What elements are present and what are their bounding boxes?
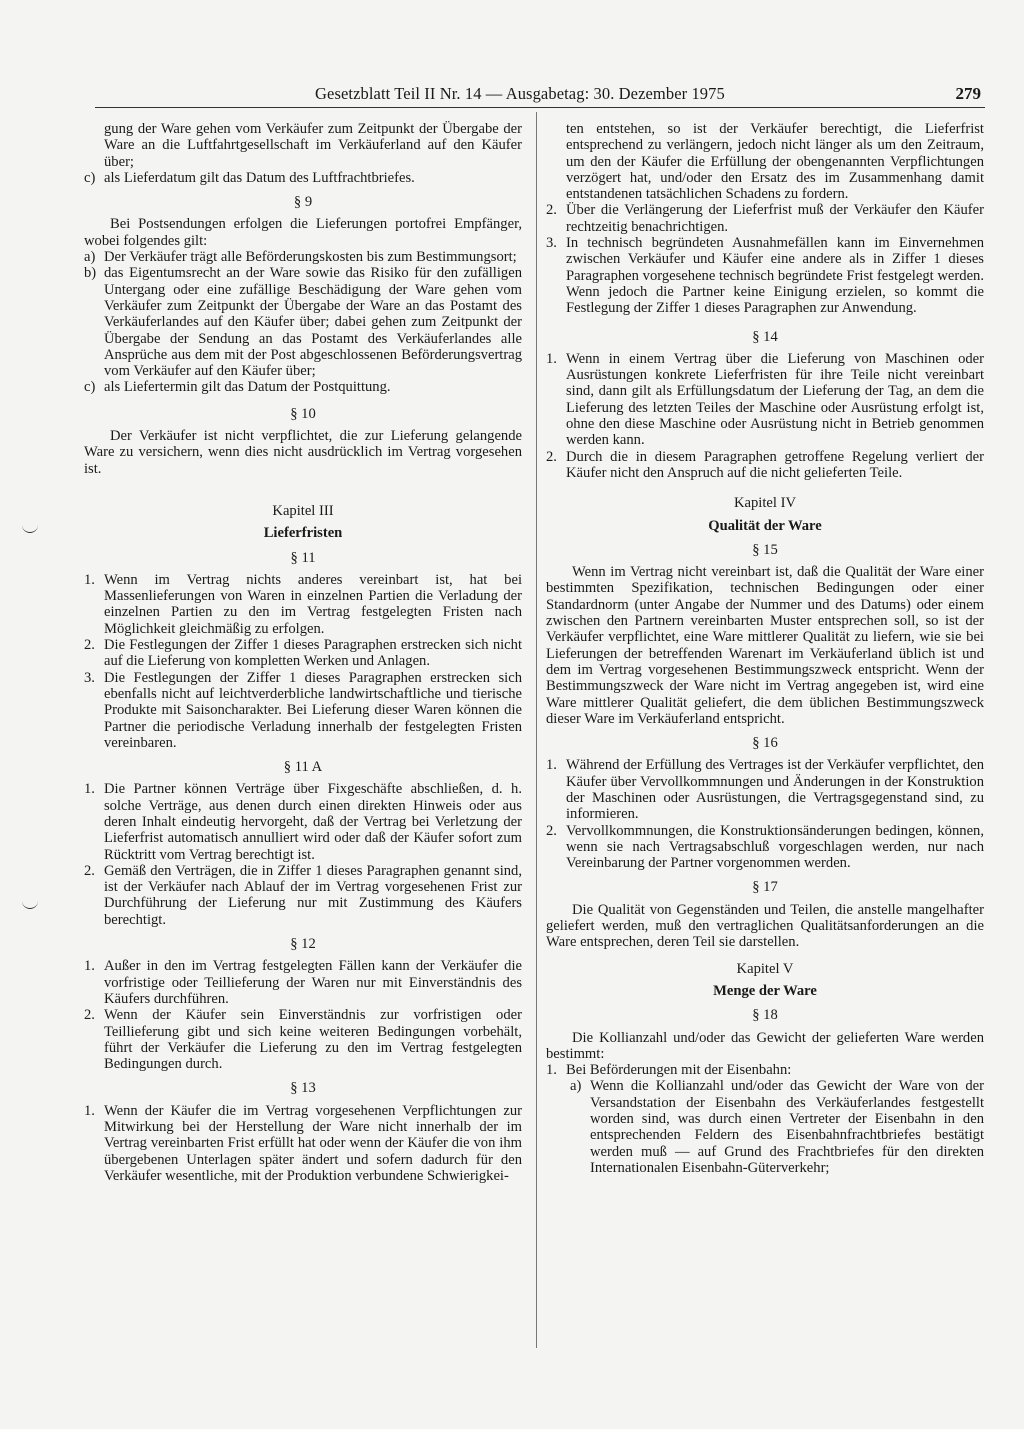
continued-text: ten entstehen, so ist der Verkäufer berechtigt, die Lieferfrist entsprechend zu verlängern, jedoch nicht länger als um den Zeitraum, um den der Käufer die Erfüllung der obengenannten Verpflichtungen verzögert hat, und/oder den Ersatz des im Zusammenhang damit entstandenen tatsächlichen Schadens zu fordern. <box>566 121 984 203</box>
list-item <box>84 379 522 395</box>
paragraph: Wenn im Vertrag nicht vereinbart ist, daß die Qualität der Ware einer bestimmten Spezifikation, technischen Bedingungen oder einer Standardnorm (unter Angabe der Nummer und des Datums) oder einem zwischen den Partnern vereinbarten Muster entsprechen soll, so ist der Verkäufer verpflichtet, eine Ware mittlerer Qualität zu liefern, wie sie bei Lieferungen der betreffenden Warenart im Verkäuferland üblich ist und dem im Vertrag vorgesehenen Bestimmungszweck entspricht. Wenn der Bestimmungszweck der Ware nicht im Vertrag angegeben ist, wird eine Ware mittlerer Qualität geliefert, die dem üblichen Bestimmungszweck dieser Ware im Verkäuferland entspricht. <box>546 564 984 727</box>
section-heading: § 14 <box>752 328 778 345</box>
right-column <box>546 121 984 1176</box>
paragraph: Bei Postsendungen erfolgen die Lieferungen portofrei Empfänger, wobei folgendes gilt: <box>84 216 522 249</box>
column-divider <box>536 112 537 1348</box>
section-heading: § 11 <box>290 549 316 566</box>
item-label: 2. <box>84 862 95 879</box>
item-label: 2. <box>84 1007 95 1024</box>
header-rule <box>95 107 985 108</box>
list-item <box>546 757 984 822</box>
list-item <box>546 1062 984 1078</box>
item-text: Während der Erfüllung des Vertrages ist der Verkäufer verpflichtet, den Käufer über Vervollkommnungen und Änderungen in der Konstruktion der Maschinen oder Ausrüstungen, die Vertragsgegenstand sind, zu informieren. <box>566 757 984 823</box>
item-text: Die Festlegungen der Ziffer 1 dieses Paragraphen erstrecken sich nicht auf die Lieferung von kompletten Werken und Anlagen. <box>104 637 522 670</box>
list-item <box>84 1007 522 1072</box>
item-label: 2. <box>84 637 95 654</box>
chapter-label: Kapitel III <box>272 502 334 519</box>
item-text: Außer in den im Vertrag festgelegten Fällen kann der Verkäufer die vorfristige oder Teillieferung der Waren nur mit Einverständnis des Käufers durchführen. <box>104 958 522 1007</box>
paragraph: Die Kollianzahl und/oder das Gewicht der gelieferten Ware werden bestimmt: <box>546 1029 984 1062</box>
item-text: In technisch begründeten Ausnahmefällen kann im Einvernehmen zwischen Verkäufer und Käufer eine andere als in Ziffer 1 dieses Paragraphen vorgesehene technisch begründete Frist festgelegt werden. Wenn jedoch die Partner keine Einigung erzielen, so kommt die Festlegung der Ziffer 1 dieses Paragraphen zur Anwendung. <box>566 235 984 317</box>
item-label: 2. <box>546 448 557 465</box>
item-label: c) <box>84 169 96 186</box>
item-label: c) <box>84 379 96 396</box>
item-text: Der Verkäufer trägt alle Beförderungskosten bis zum Bestimmungsort; <box>104 249 517 266</box>
list-item <box>84 249 522 265</box>
list-item <box>84 958 522 1007</box>
chapter-title: Qualität der Ware <box>708 517 822 534</box>
item-label: 1. <box>546 757 557 774</box>
item-label: 2. <box>546 822 557 839</box>
section-heading: § 9 <box>293 194 313 211</box>
item-label: b) <box>84 265 97 282</box>
item-label: 1. <box>84 958 95 975</box>
section-heading: § 17 <box>752 879 778 896</box>
section-heading: § 13 <box>290 1080 316 1097</box>
chapter-label: Kapitel IV <box>733 495 796 512</box>
item-text: Die Festlegungen der Ziffer 1 dieses Paragraphen erstrecken sich ebenfalls nicht auf leichtverderbliche landwirtschaftliche und tierische Produkte mit Saisoncharakter. Bei Lieferung dieser Waren können die Partner die periodische Verladung innerhalb der festgelegten Fristen vereinbaren. <box>104 669 522 751</box>
chapter-title: Lieferfristen <box>263 525 343 542</box>
header-title: Gesetzblatt Teil II Nr. 14 — Ausgabetag: 30. Dezember 1975 <box>315 84 725 103</box>
item-text: Bei Beförderungen mit der Eisenbahn: <box>566 1062 792 1079</box>
section-heading: § 15 <box>752 541 778 558</box>
list-item <box>84 1103 522 1184</box>
item-label: 1. <box>84 1102 95 1119</box>
sub-list-item <box>546 1078 984 1176</box>
list-item <box>84 170 522 186</box>
section-heading: § 12 <box>290 936 316 953</box>
section-heading: § 16 <box>752 735 778 752</box>
chapter-label: Kapitel V <box>736 960 794 977</box>
list-item <box>546 823 984 872</box>
section-heading: § 10 <box>290 405 316 422</box>
item-text: Wenn in einem Vertrag über die Lieferung von Maschinen oder Ausrüstungen konkrete Lieferfristen für ihre Teile nicht vereinbart sind, dann gilt als Erfüllungsdatum der Lieferung der Tag, an dem die Lieferung des letzten Teiles der Maschine oder Ausrüstung erfolgt ist, ohne den diese Maschine oder Ausrüstung nicht in Betrieb genommen werden kann. <box>566 350 984 449</box>
item-text: Wenn der Käufer die im Vertrag vorgesehenen Verpflichtungen zur Mitwirkung bei der Herstellung der Ware nicht innerhalb der im Vertrag vereinbarten Frist erfüllt hat oder wenn der Käufer die von ihm übergebenen Unterlagen später ändert und sofern dadurch für den Verkäufer wesentliche, mit der Produktion verbundene Schwierigkei- <box>104 1102 522 1184</box>
list-item <box>84 863 522 928</box>
item-label: a) <box>570 1078 582 1095</box>
list-item <box>84 265 522 379</box>
margin-mark <box>22 522 38 533</box>
item-label: 1. <box>84 781 95 798</box>
item-label: 1. <box>546 1062 557 1079</box>
list-item <box>546 449 984 482</box>
item-label: 3. <box>84 669 95 686</box>
chapter-title: Menge der Ware <box>713 982 817 999</box>
list-item <box>84 781 522 862</box>
item-label: 3. <box>546 235 557 252</box>
item-text: als Lieferdatum gilt das Datum des Luftfrachtbriefes. <box>104 169 415 186</box>
paragraph: Die Qualität von Gegenständen und Teilen, die anstelle mangelhafter geliefert werden, muß den vertraglichen Qualitätsanforderungen an die Ware entsprechen, deren Teil sie darstellen. <box>546 901 984 951</box>
item-text: Wenn die Kollianzahl und/oder das Gewicht der Ware von der Versandstation der Eisenbahn des Verkäuferlandes festgestellt worden sind, was durch einen Vertreter der Eisenbahn in den entsprechenden Feldern des Eisenbahnfrachtbriefes bestätigt werden muß — auf Grund des Frachtbriefes für den direkten Internationalen Eisenbahn-Güterverkehr; <box>590 1078 984 1176</box>
item-text: Die Partner können Verträge über Fixgeschäfte abschließen, d. h. solche Verträge, aus denen durch einen direkten Hinweis oder aus deren Inhalt eindeutig hervorgeht, daß der Vertrag bei Verletzung der Lieferfrist automatisch annulliert wird oder daß der Käufer sofort zum Rücktritt vom Vertrag berechtigt ist. <box>104 781 522 863</box>
item-text: Über die Verlängerung der Lieferfrist muß der Verkäufer den Käufer rechtzeitig benachrichtigen. <box>566 202 984 235</box>
item-text: Durch die in diesem Paragraphen getroffene Regelung verliert der Käufer nicht den Anspruch auf die nicht gelieferten Teile. <box>566 448 984 481</box>
section-heading: § 18 <box>752 1007 778 1024</box>
item-text: Vervollkommnungen, die Konstruktionsänderungen bedingen, können, wenn sie nach Vertragsabschluß vorgeschlagen werden, nur nach Vereinbarung der Partner vorgenommen werden. <box>566 822 984 872</box>
left-column <box>84 121 522 1184</box>
item-label: a) <box>84 249 96 266</box>
list-item <box>84 572 522 637</box>
page-number: 279 <box>955 84 981 103</box>
item-text: Wenn der Käufer sein Einverständnis zur vorfristigen oder Teillieferung gibt und sich keine weiteren Bedingungen vorbehält, führt der Verkäufer die Lieferung zu den im Vertrag festgelegten Bedingungen durch. <box>104 1007 522 1073</box>
item-label: 1. <box>546 350 557 367</box>
paragraph: Der Verkäufer ist nicht verpflichtet, die zur Lieferung gelangende Ware zu versichern, wenn dies nicht ausdrücklich im Vertrag vorgesehen ist. <box>84 428 522 477</box>
item-text: als Liefertermin gilt das Datum der Postquittung. <box>104 379 391 396</box>
item-text: Gemäß den Verträgen, die in Ziffer 1 dieses Paragraphen genannt sind, ist der Verkäufer nach Ablauf der im Vertrag vorgesehenen Frist zur Durchführung der Lieferung nur mit Zustimmung des Käufers berechtigt. <box>104 862 522 928</box>
section-heading: § 11 A <box>283 759 323 776</box>
continued-text: gung der Ware gehen vom Verkäufer zum Zeitpunkt der Übergabe der Ware an die Luftfahrtgesellschaft im Verkäuferland auf den Käufer über; <box>104 121 522 170</box>
item-text: das Eigentumsrecht an der Ware sowie das Risiko für den zufälligen Untergang oder eine zufällige Beschädigung der Ware gehen vom Verkäufer zum Zeitpunkt der Übergabe der Ware an das Postamt des Verkäuferlandes auf den Käufer über; dabei gehen zum Zeitpunkt der Übergabe der Sendung an das Postamt des Verkäuferlandes alle Ansprüche aus dem mit der Post abgeschlossenen Beförderungsvertrag vom Verkäufer auf den Käufer über; <box>104 265 522 380</box>
list-item <box>546 235 984 316</box>
margin-mark <box>22 898 38 909</box>
item-label: 2. <box>546 202 557 219</box>
item-text: Wenn im Vertrag nichts anderes vereinbart ist, hat bei Massenlieferungen von Waren in einzelnen Partien die Verladung der einzelnen Partien zu den im Vertrag festgelegten Fristen nach Möglichkeit gleichmäßig zu erfolgen. <box>104 571 522 637</box>
list-item <box>84 670 522 751</box>
list-item <box>546 202 984 235</box>
item-label: 1. <box>84 571 95 588</box>
list-item <box>546 351 984 449</box>
list-item <box>84 637 522 670</box>
